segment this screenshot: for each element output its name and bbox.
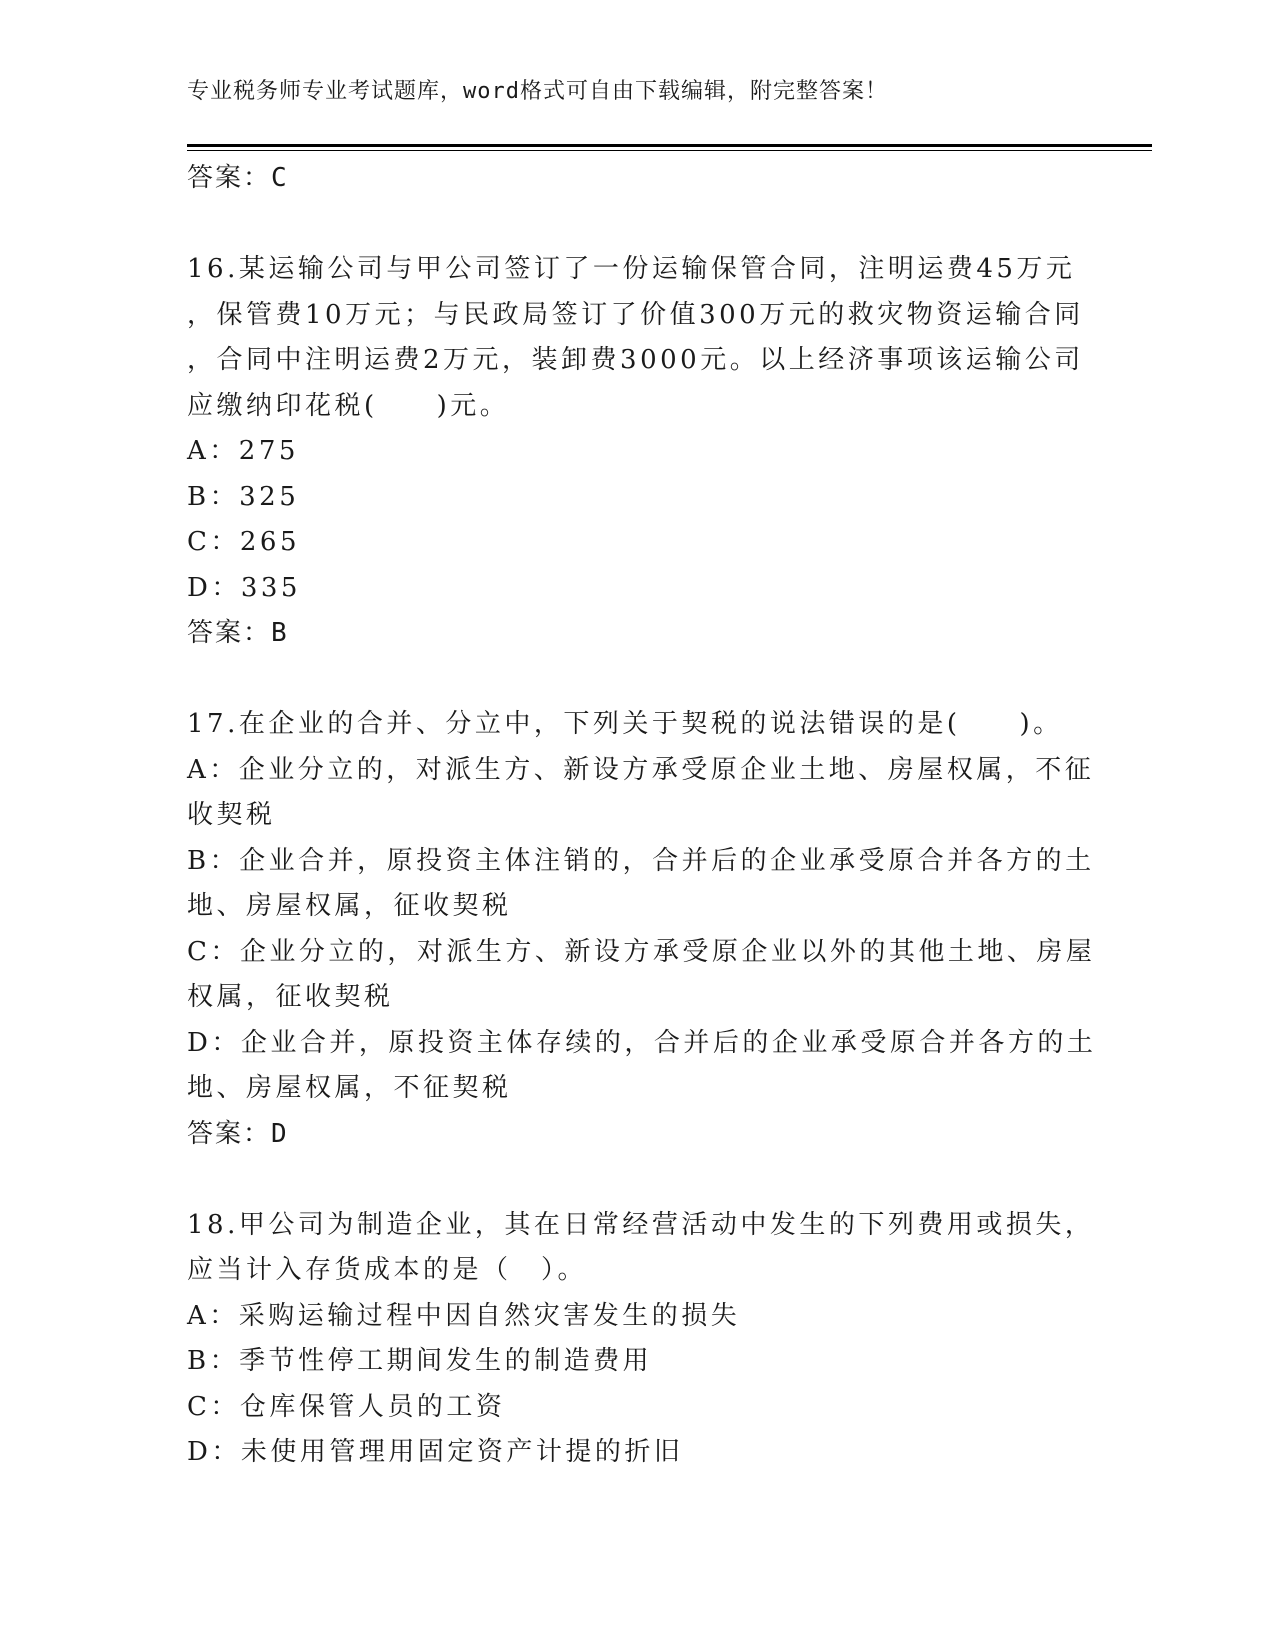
option-b: B：季节性停工期间发生的制造费用 bbox=[187, 1346, 653, 1376]
answer-line: 答案：C bbox=[187, 163, 289, 193]
option-d-continued: 地、房屋权属，不征契税 bbox=[187, 1073, 512, 1103]
option-b-continued: 地、房屋权属，征收契税 bbox=[187, 891, 512, 921]
question-16-line: ，合同中注明运费2万元，装卸费3000元。以上经济事项该运输公司 bbox=[187, 345, 1084, 375]
option-a: A：采购运输过程中因自然灾害发生的损失 bbox=[187, 1300, 741, 1331]
page-header: 专业税务师专业考试题库，word格式可自由下载编辑，附完整答案！ bbox=[187, 79, 888, 104]
option-c-continued: 权属，征收契税 bbox=[187, 982, 394, 1012]
question-16-line: 16.某运输公司与甲公司签订了一份运输保管合同，注明运费45万元 bbox=[187, 254, 1076, 284]
question-16-line: 应缴纳印花税( )元。 bbox=[187, 390, 510, 421]
option-d: D：335 bbox=[187, 572, 301, 603]
header-rule-thick bbox=[187, 144, 1152, 147]
option-b: B：325 bbox=[187, 481, 300, 512]
question-17-line: 17.在企业的合并、分立中，下列关于契税的说法错误的是( )。 bbox=[187, 709, 1063, 739]
paragraph-spacer bbox=[187, 1157, 1087, 1203]
document-body bbox=[187, 156, 1097, 1476]
question-18-line: 应当计入存货成本的是（ ）。 bbox=[187, 1255, 588, 1285]
header-rule-thin bbox=[187, 150, 1152, 151]
question-18-line: 18.甲公司为制造企业，其在日常经营活动中发生的下列费用或损失， bbox=[187, 1209, 1095, 1240]
option-a: A：275 bbox=[187, 436, 299, 466]
option-c: C：仓库保管人员的工资 bbox=[187, 1391, 506, 1422]
answer-line: 答案：B bbox=[187, 618, 289, 648]
question-16-line: ，保管费10万元；与民政局签订了价值300万元的救灾物资运输合同 bbox=[187, 299, 1084, 330]
option-c: C：企业分立的，对派生方、新设方承受原企业以外的其他土地、房屋 bbox=[187, 936, 1096, 967]
option-c: C：265 bbox=[187, 527, 301, 557]
paragraph-spacer bbox=[187, 202, 1087, 248]
option-a: A：企业分立的，对派生方、新设方承受原企业土地、房屋权属，不征 bbox=[187, 754, 1095, 785]
paragraph-spacer bbox=[187, 657, 1087, 703]
option-d: D：未使用管理用固定资产计提的折旧 bbox=[187, 1437, 684, 1467]
option-d: D：企业合并，原投资主体存续的，合并后的企业承受原合并各方的土 bbox=[187, 1027, 1097, 1058]
answer-line: 答案：D bbox=[187, 1118, 289, 1149]
option-b: B：企业合并，原投资主体注销的，合并后的企业承受原合并各方的土 bbox=[187, 845, 1095, 876]
option-a-continued: 收契税 bbox=[187, 800, 276, 830]
